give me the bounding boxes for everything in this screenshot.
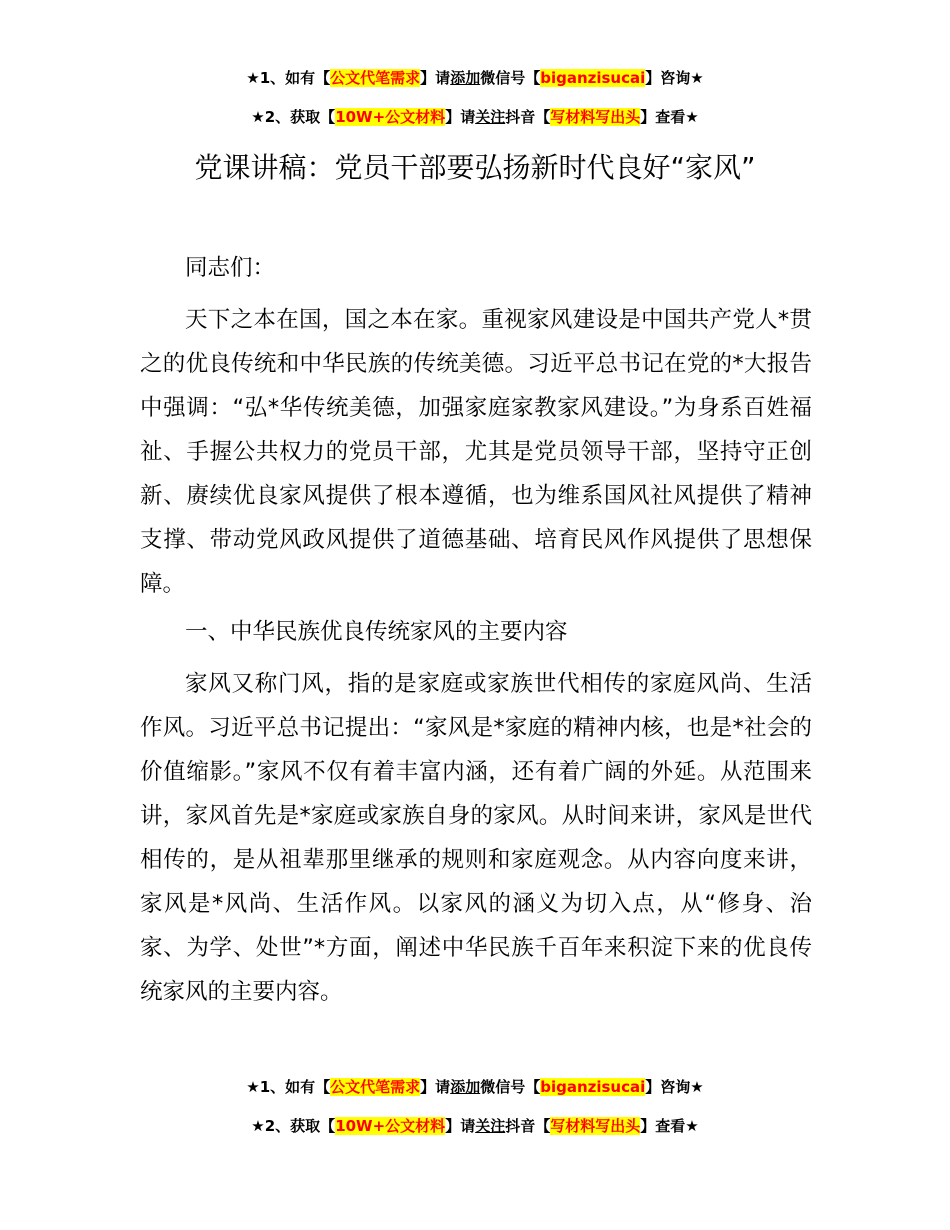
banner-highlight-materials: 10W+公文材料 xyxy=(335,108,446,126)
top-ad-banner-line-2 xyxy=(0,107,950,127)
banner-text: 】请 xyxy=(420,69,451,87)
document-title: 党课讲稿：党员干部要弘扬新时代良好“家风” xyxy=(194,151,756,184)
top-ad-banner-line-1 xyxy=(0,68,950,88)
banner-text: 】查看★ xyxy=(640,108,699,126)
banner-highlight-service: 公文代笔需求 xyxy=(330,1078,421,1096)
paragraph-family-style: 家风又称门风，指的是家庭或家族世代相传的家庭风尚、生活作风。习近平总书记提出：“家风是*家庭的精神内核，也是*社会的价值缩影。”家风不仅有着丰富内涵，还有着广阔的外延。从范围来讲，家风首先是*家庭或家族自身的家风。从时间来讲，家风是世代相传的，是从祖辈那里继承的规则和家庭观念。从内容向度来讲，家风是*风尚、生活作风。以家风的涵义为切入点，从“修身、治家、为学、处世”*方面，阐述中华民族千百年来积淀下来的优良传统家风的主要内容。 xyxy=(140,671,812,1005)
banner-text: ★2、获取【 xyxy=(251,108,336,126)
banner-highlight-wechat-id: biganzisucai xyxy=(540,1078,646,1096)
banner-text: ★2、获取【 xyxy=(251,1117,336,1135)
salutation: 同志们： xyxy=(185,255,276,281)
banner-text: 】查看★ xyxy=(640,1117,699,1135)
banner-text: 微信号【 xyxy=(480,69,541,87)
banner-highlight-douyin-account: 写材料写出头 xyxy=(550,1117,641,1135)
paragraph-intro: 天下之本在国，国之本在家。重视家风建设是中国共产党人*贯之的优良传统和中华民族的传统美德。习近平总书记在党的*大报告中强调：“弘*华传统美德，加强家庭家教家风建设。”为身系百姓福祉、手握公共权力的党员干部，尤其是党员领导干部，坚持守正创新、赓续优良家风提供了根本遵循，也为维系国风社风提供了精神支撑、带动党风政风提供了道德基础、培育民风作风提供了思想保障。 xyxy=(140,307,812,597)
banner-text: 抖音【 xyxy=(505,108,551,126)
banner-text: ★1、如有【 xyxy=(246,1078,331,1096)
banner-underlined-text: 添加 xyxy=(450,1078,481,1096)
banner-text: 】咨询★ xyxy=(645,69,704,87)
banner-highlight-service: 公文代笔需求 xyxy=(330,69,421,87)
section-heading-1: 一、中华民族优良传统家风的主要内容 xyxy=(185,619,568,645)
banner-text: 微信号【 xyxy=(480,1078,541,1096)
banner-text: 】咨询★ xyxy=(645,1078,704,1096)
banner-text: ★1、如有【 xyxy=(246,69,331,87)
banner-highlight-wechat-id: biganzisucai xyxy=(540,69,646,87)
banner-highlight-douyin-account: 写材料写出头 xyxy=(550,108,641,126)
banner-underlined-text: 关注 xyxy=(475,108,506,126)
banner-text: 抖音【 xyxy=(505,1117,551,1135)
bottom-ad-banner-line-2 xyxy=(0,1116,950,1136)
bottom-ad-banner-line-1 xyxy=(0,1077,950,1097)
banner-underlined-text: 关注 xyxy=(475,1117,506,1135)
banner-underlined-text: 添加 xyxy=(450,69,481,87)
banner-highlight-materials: 10W+公文材料 xyxy=(335,1117,446,1135)
banner-text: 】请 xyxy=(445,1117,476,1135)
banner-text: 】请 xyxy=(445,108,476,126)
banner-text: 】请 xyxy=(420,1078,451,1096)
